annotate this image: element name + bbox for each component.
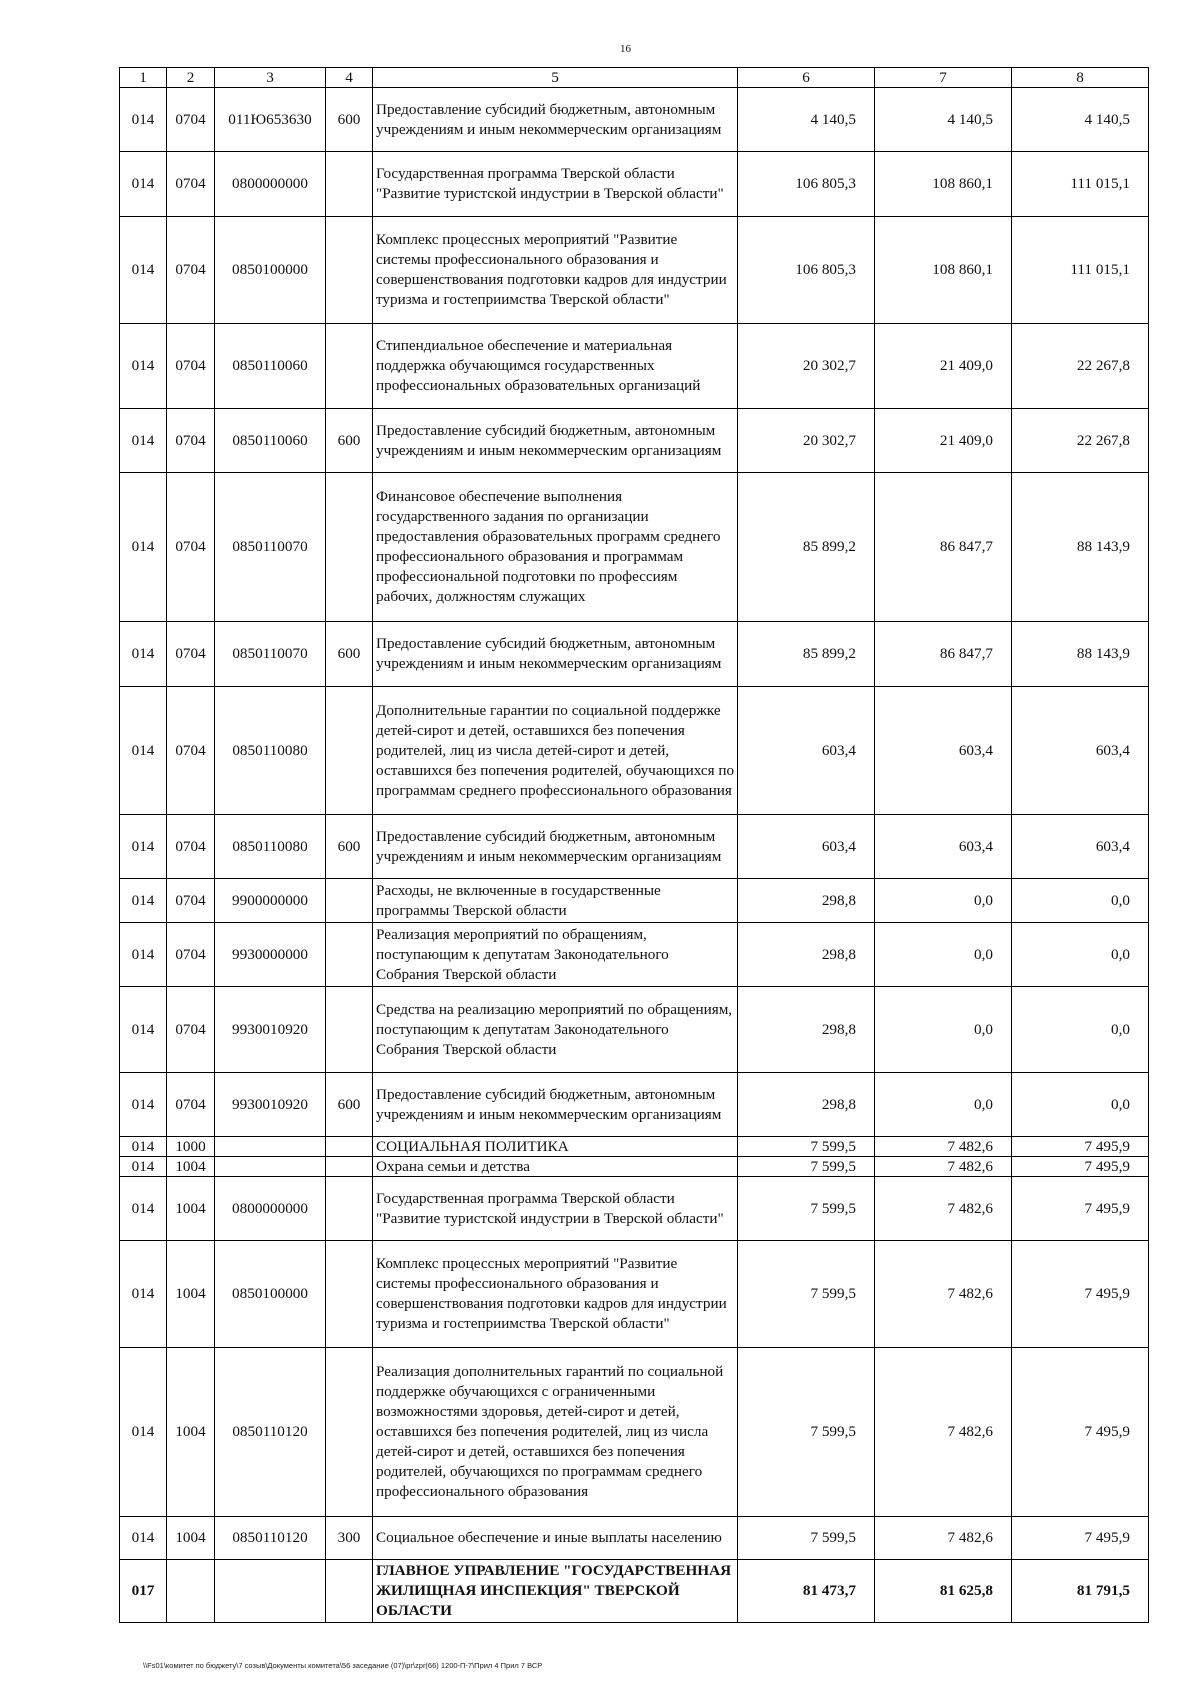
section-code: 0704 bbox=[167, 879, 215, 923]
amount-col-7: 0,0 bbox=[875, 987, 1012, 1073]
description: Реализация дополнительных гарантий по социальной поддержке обучающихся с ограниченными возможностями здоровья, детей-сирот и детей, оставшихся без попечения родителей, лиц из числа детей-сирот и детей, оставшихся без попечения родителей, обучающихся по программам среднего профессионального образования bbox=[373, 1348, 738, 1517]
chapter-code: 014 bbox=[120, 1157, 167, 1177]
page-number: 16 bbox=[620, 43, 631, 55]
expense-type-code bbox=[326, 687, 373, 815]
amount-col-7: 603,4 bbox=[875, 687, 1012, 815]
amount-col-7: 7 482,6 bbox=[875, 1348, 1012, 1517]
amount-col-8: 88 143,9 bbox=[1012, 622, 1149, 687]
amount-col-6: 85 899,2 bbox=[738, 473, 875, 622]
description: СОЦИАЛЬНАЯ ПОЛИТИКА bbox=[373, 1137, 738, 1157]
amount-col-8: 7 495,9 bbox=[1012, 1517, 1149, 1560]
column-header: 5 bbox=[373, 68, 738, 88]
amount-col-8: 0,0 bbox=[1012, 879, 1149, 923]
amount-col-6: 298,8 bbox=[738, 923, 875, 987]
target-article-code: 0850110120 bbox=[215, 1348, 326, 1517]
table-row bbox=[120, 1517, 1149, 1560]
section-code: 0704 bbox=[167, 1073, 215, 1137]
description: Предоставление субсидий бюджетным, автономным учреждениям и иным некоммерческим организациям bbox=[373, 409, 738, 473]
target-article-code bbox=[215, 1137, 326, 1157]
chapter-code: 014 bbox=[120, 687, 167, 815]
amount-col-8: 4 140,5 bbox=[1012, 88, 1149, 152]
section-code: 0704 bbox=[167, 324, 215, 409]
target-article-code: 0850100000 bbox=[215, 1241, 326, 1348]
amount-col-8: 22 267,8 bbox=[1012, 409, 1149, 473]
description: Комплекс процессных мероприятий "Развитие системы профессионального образования и совершенствования подготовки кадров для индустрии туризма и гостеприимства Тверской области" bbox=[373, 217, 738, 324]
amount-col-6: 603,4 bbox=[738, 687, 875, 815]
amount-col-7: 603,4 bbox=[875, 815, 1012, 879]
amount-col-7: 0,0 bbox=[875, 923, 1012, 987]
expense-type-code bbox=[326, 923, 373, 987]
chapter-code: 014 bbox=[120, 1517, 167, 1560]
amount-col-8: 603,4 bbox=[1012, 687, 1149, 815]
target-article-code: 0800000000 bbox=[215, 152, 326, 217]
target-article-code: 0850110080 bbox=[215, 687, 326, 815]
expense-type-code bbox=[326, 1177, 373, 1241]
section-code: 0704 bbox=[167, 923, 215, 987]
chapter-code: 014 bbox=[120, 622, 167, 687]
chapter-code: 014 bbox=[120, 1177, 167, 1241]
table-row bbox=[120, 1241, 1149, 1348]
column-header: 7 bbox=[875, 68, 1012, 88]
chapter-code: 014 bbox=[120, 1137, 167, 1157]
section-code: 0704 bbox=[167, 815, 215, 879]
section-code: 0704 bbox=[167, 622, 215, 687]
amount-col-7: 108 860,1 bbox=[875, 217, 1012, 324]
chapter-code: 014 bbox=[120, 152, 167, 217]
amount-col-6: 298,8 bbox=[738, 1073, 875, 1137]
budget-table bbox=[119, 67, 1149, 1623]
expense-type-code: 600 bbox=[326, 815, 373, 879]
section-code: 1004 bbox=[167, 1177, 215, 1241]
amount-col-7: 7 482,6 bbox=[875, 1137, 1012, 1157]
amount-col-8: 7 495,9 bbox=[1012, 1157, 1149, 1177]
section-code: 1004 bbox=[167, 1517, 215, 1560]
target-article-code: 9930000000 bbox=[215, 923, 326, 987]
amount-col-7: 21 409,0 bbox=[875, 324, 1012, 409]
section-code: 0704 bbox=[167, 687, 215, 815]
target-article-code: 0850110120 bbox=[215, 1517, 326, 1560]
amount-col-6: 81 473,7 bbox=[738, 1560, 875, 1623]
target-article-code: 0850100000 bbox=[215, 217, 326, 324]
description: Предоставление субсидий бюджетным, автономным учреждениям и иным некоммерческим организациям bbox=[373, 815, 738, 879]
section-code: 0704 bbox=[167, 152, 215, 217]
chapter-code: 014 bbox=[120, 217, 167, 324]
column-header: 3 bbox=[215, 68, 326, 88]
expense-type-code bbox=[326, 1157, 373, 1177]
column-header: 1 bbox=[120, 68, 167, 88]
table-row bbox=[120, 473, 1149, 622]
amount-col-8: 7 495,9 bbox=[1012, 1177, 1149, 1241]
chapter-code: 017 bbox=[120, 1560, 167, 1623]
table-row bbox=[120, 409, 1149, 473]
amount-col-8: 7 495,9 bbox=[1012, 1137, 1149, 1157]
amount-col-6: 603,4 bbox=[738, 815, 875, 879]
description: Расходы, не включенные в государственные программы Тверской области bbox=[373, 879, 738, 923]
expense-type-code: 600 bbox=[326, 88, 373, 152]
amount-col-8: 7 495,9 bbox=[1012, 1241, 1149, 1348]
table-row bbox=[120, 324, 1149, 409]
amount-col-6: 85 899,2 bbox=[738, 622, 875, 687]
description: ГЛАВНОЕ УПРАВЛЕНИЕ "ГОСУДАРСТВЕННАЯ ЖИЛИЩНАЯ ИНСПЕКЦИЯ" ТВЕРСКОЙ ОБЛАСТИ bbox=[373, 1560, 738, 1623]
amount-col-7: 7 482,6 bbox=[875, 1517, 1012, 1560]
table-row bbox=[120, 687, 1149, 815]
amount-col-6: 7 599,5 bbox=[738, 1241, 875, 1348]
amount-col-6: 7 599,5 bbox=[738, 1177, 875, 1241]
table-row bbox=[120, 622, 1149, 687]
column-header: 6 bbox=[738, 68, 875, 88]
expense-type-code bbox=[326, 473, 373, 622]
section-code: 1004 bbox=[167, 1348, 215, 1517]
section-code: 0704 bbox=[167, 987, 215, 1073]
amount-col-6: 106 805,3 bbox=[738, 217, 875, 324]
amount-col-6: 298,8 bbox=[738, 879, 875, 923]
table-row bbox=[120, 1177, 1149, 1241]
table-row bbox=[120, 879, 1149, 923]
amount-col-6: 7 599,5 bbox=[738, 1517, 875, 1560]
table-row bbox=[120, 152, 1149, 217]
chapter-code: 014 bbox=[120, 473, 167, 622]
section-code: 0704 bbox=[167, 409, 215, 473]
table-row bbox=[120, 217, 1149, 324]
amount-col-7: 4 140,5 bbox=[875, 88, 1012, 152]
target-article-code: 9930010920 bbox=[215, 987, 326, 1073]
amount-col-7: 86 847,7 bbox=[875, 622, 1012, 687]
amount-col-6: 20 302,7 bbox=[738, 324, 875, 409]
table-row bbox=[120, 88, 1149, 152]
chapter-code: 014 bbox=[120, 815, 167, 879]
amount-col-8: 111 015,1 bbox=[1012, 217, 1149, 324]
section-code: 0704 bbox=[167, 473, 215, 622]
amount-col-6: 7 599,5 bbox=[738, 1348, 875, 1517]
table-row bbox=[120, 923, 1149, 987]
expense-type-code: 600 bbox=[326, 1073, 373, 1137]
description: Финансовое обеспечение выполнения государственного задания по организации предоставления образовательных программ среднего профессионального образования и программам профессиональной подготовки по профессиям рабочих, должностям служащих bbox=[373, 473, 738, 622]
chapter-code: 014 bbox=[120, 923, 167, 987]
chapter-code: 014 bbox=[120, 88, 167, 152]
description: Социальное обеспечение и иные выплаты населению bbox=[373, 1517, 738, 1560]
target-article-code bbox=[215, 1560, 326, 1623]
section-code: 1000 bbox=[167, 1137, 215, 1157]
description: Дополнительные гарантии по социальной поддержке детей-сирот и детей, оставшихся без попечения родителей, лиц из числа детей-сирот и детей, оставшихся без попечения родителей, обучающихся по программам среднего профессионального образования bbox=[373, 687, 738, 815]
amount-col-8: 603,4 bbox=[1012, 815, 1149, 879]
amount-col-6: 7 599,5 bbox=[738, 1157, 875, 1177]
expense-type-code bbox=[326, 1560, 373, 1623]
amount-col-7: 7 482,6 bbox=[875, 1157, 1012, 1177]
column-header: 4 bbox=[326, 68, 373, 88]
target-article-code bbox=[215, 1157, 326, 1177]
amount-col-7: 108 860,1 bbox=[875, 152, 1012, 217]
expense-type-code bbox=[326, 1241, 373, 1348]
expense-type-code bbox=[326, 1137, 373, 1157]
description: Средства на реализацию мероприятий по обращениям, поступающим к депутатам Законодательного Собрания Тверской области bbox=[373, 987, 738, 1073]
amount-col-7: 7 482,6 bbox=[875, 1177, 1012, 1241]
table-row bbox=[120, 1348, 1149, 1517]
amount-col-8: 22 267,8 bbox=[1012, 324, 1149, 409]
section-code: 1004 bbox=[167, 1157, 215, 1177]
description: Охрана семьи и детства bbox=[373, 1157, 738, 1177]
amount-col-6: 20 302,7 bbox=[738, 409, 875, 473]
amount-col-7: 0,0 bbox=[875, 1073, 1012, 1137]
description: Предоставление субсидий бюджетным, автономным учреждениям и иным некоммерческим организациям bbox=[373, 622, 738, 687]
description: Комплекс процессных мероприятий "Развитие системы профессионального образования и совершенствования подготовки кадров для индустрии туризма и гостеприимства Тверской области" bbox=[373, 1241, 738, 1348]
target-article-code: 9900000000 bbox=[215, 879, 326, 923]
target-article-code: 0850110080 bbox=[215, 815, 326, 879]
section-code bbox=[167, 1560, 215, 1623]
chapter-code: 014 bbox=[120, 879, 167, 923]
amount-col-8: 81 791,5 bbox=[1012, 1560, 1149, 1623]
amount-col-6: 106 805,3 bbox=[738, 152, 875, 217]
expense-type-code bbox=[326, 987, 373, 1073]
section-code: 1004 bbox=[167, 1241, 215, 1348]
amount-col-7: 7 482,6 bbox=[875, 1241, 1012, 1348]
expense-type-code: 300 bbox=[326, 1517, 373, 1560]
amount-col-8: 0,0 bbox=[1012, 1073, 1149, 1137]
table-row bbox=[120, 1137, 1149, 1157]
expense-type-code bbox=[326, 1348, 373, 1517]
amount-col-8: 111 015,1 bbox=[1012, 152, 1149, 217]
amount-col-7: 21 409,0 bbox=[875, 409, 1012, 473]
chapter-code: 014 bbox=[120, 324, 167, 409]
amount-col-8: 0,0 bbox=[1012, 923, 1149, 987]
target-article-code: 0850110060 bbox=[215, 324, 326, 409]
table-row bbox=[120, 815, 1149, 879]
target-article-code: 9930010920 bbox=[215, 1073, 326, 1137]
target-article-code: 0850110070 bbox=[215, 622, 326, 687]
target-article-code: 0850110070 bbox=[215, 473, 326, 622]
table-row bbox=[120, 1157, 1149, 1177]
table-row bbox=[120, 1560, 1149, 1623]
expense-type-code: 600 bbox=[326, 622, 373, 687]
target-article-code: 0850110060 bbox=[215, 409, 326, 473]
description: Стипендиальное обеспечение и материальная поддержка обучающимся государственных профессиональных образовательных организаций bbox=[373, 324, 738, 409]
expense-type-code: 600 bbox=[326, 409, 373, 473]
amount-col-6: 298,8 bbox=[738, 987, 875, 1073]
amount-col-8: 0,0 bbox=[1012, 987, 1149, 1073]
description: Предоставление субсидий бюджетным, автономным учреждениям и иным некоммерческим организациям bbox=[373, 88, 738, 152]
chapter-code: 014 bbox=[120, 1073, 167, 1137]
target-article-code: 011Ю653630 bbox=[215, 88, 326, 152]
target-article-code: 0800000000 bbox=[215, 1177, 326, 1241]
table-row bbox=[120, 1073, 1149, 1137]
amount-col-8: 88 143,9 bbox=[1012, 473, 1149, 622]
expense-type-code bbox=[326, 152, 373, 217]
expense-type-code bbox=[326, 324, 373, 409]
expense-type-code bbox=[326, 217, 373, 324]
amount-col-6: 7 599,5 bbox=[738, 1137, 875, 1157]
column-header: 8 bbox=[1012, 68, 1149, 88]
amount-col-7: 81 625,8 bbox=[875, 1560, 1012, 1623]
expense-type-code bbox=[326, 879, 373, 923]
footer-file-path: \\Fs01\комитет по бюджету\7 созыв\Документы комитета\56 заседание (07)\pr\zpr(66) 1200-П-7\Прил 4 Прил 7 ВСР bbox=[143, 1661, 543, 1670]
chapter-code: 014 bbox=[120, 1348, 167, 1517]
table-row bbox=[120, 987, 1149, 1073]
chapter-code: 014 bbox=[120, 409, 167, 473]
amount-col-6: 4 140,5 bbox=[738, 88, 875, 152]
chapter-code: 014 bbox=[120, 987, 167, 1073]
column-header: 2 bbox=[167, 68, 215, 88]
description: Реализация мероприятий по обращениям, поступающим к депутатам Законодательного Собрания Тверской области bbox=[373, 923, 738, 987]
description: Государственная программа Тверской области "Развитие туристской индустрии в Тверской области" bbox=[373, 1177, 738, 1241]
amount-col-7: 0,0 bbox=[875, 879, 1012, 923]
chapter-code: 014 bbox=[120, 1241, 167, 1348]
amount-col-7: 86 847,7 bbox=[875, 473, 1012, 622]
description: Государственная программа Тверской области "Развитие туристской индустрии в Тверской области" bbox=[373, 152, 738, 217]
amount-col-8: 7 495,9 bbox=[1012, 1348, 1149, 1517]
description: Предоставление субсидий бюджетным, автономным учреждениям и иным некоммерческим организациям bbox=[373, 1073, 738, 1137]
section-code: 0704 bbox=[167, 217, 215, 324]
section-code: 0704 bbox=[167, 88, 215, 152]
header-row bbox=[120, 68, 1149, 88]
